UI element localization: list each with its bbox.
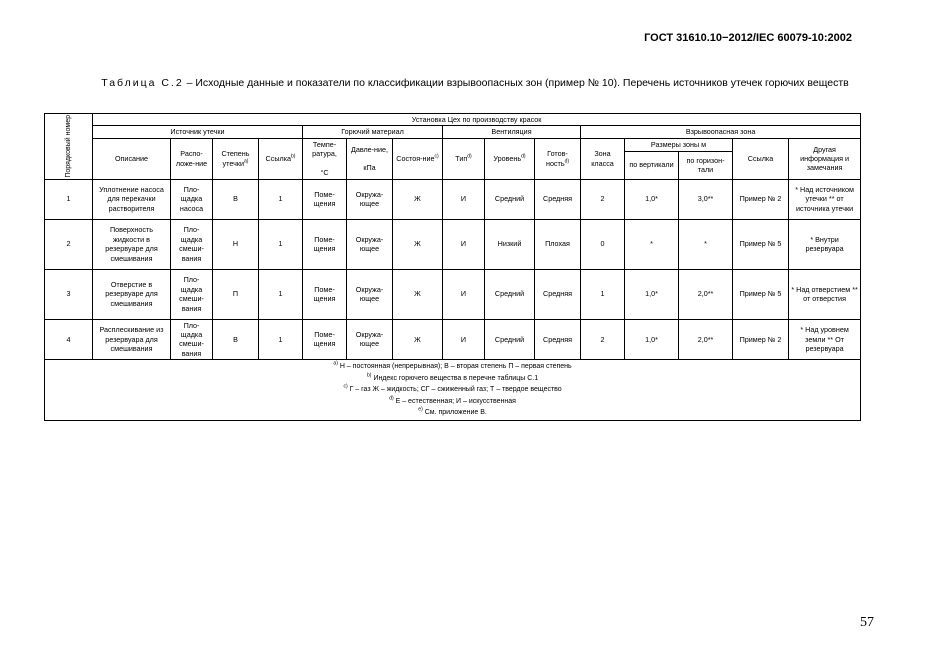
- row-degree: В: [213, 319, 259, 360]
- row-description: Поверхность жидкости в резервуаре для смешивания: [93, 219, 171, 269]
- col-other-info: Другая информация и замечания: [789, 138, 861, 179]
- table-row: [45, 269, 861, 319]
- row-temperature: Поме-щения: [303, 269, 347, 319]
- row-zone-class: 0: [581, 219, 625, 269]
- row-degree: Н: [213, 219, 259, 269]
- row-zone-reference: Пример № 2: [733, 179, 789, 219]
- row-vent-type: И: [443, 179, 485, 219]
- table-footnotes: [45, 360, 861, 421]
- row-other-info: * Над источником утечки ** от источника утечки: [789, 179, 861, 219]
- row-state: Ж: [393, 269, 443, 319]
- row-reference: 1: [259, 269, 303, 319]
- col-pressure: Давле-ние, кПа: [347, 138, 393, 179]
- col-degree: Степень утечки$^{а)}$: [213, 138, 259, 179]
- row-horizontal: *: [679, 219, 733, 269]
- col-zone-sizes: Размеры зоны м: [625, 138, 733, 151]
- footnote-b: $^{b)}$ Индекс горючего вещества в перечне таблицы С.1: [367, 372, 539, 382]
- row-horizontal: 2,0**: [679, 319, 733, 360]
- row-number: 3: [45, 269, 93, 319]
- col-horizontal: по горизон-тали: [679, 151, 733, 179]
- row-vent-readiness: Средняя: [535, 319, 581, 360]
- row-description: Расплескивание из резервуара для смешивания: [93, 319, 171, 360]
- row-number: 1: [45, 179, 93, 219]
- row-pressure: Окружа-ющее: [347, 319, 393, 360]
- document-header: ГОСТ 31610.10−2012/IEC 60079-10:2002: [644, 32, 852, 44]
- row-vent-level: Средний: [485, 179, 535, 219]
- row-location: Пло-щадка смеши-вания: [171, 219, 213, 269]
- row-location: Пло-щадка смеши-вания: [171, 269, 213, 319]
- row-state: Ж: [393, 179, 443, 219]
- row-vent-type: И: [443, 269, 485, 319]
- row-vent-readiness: Средняя: [535, 269, 581, 319]
- row-vent-level: Средний: [485, 269, 535, 319]
- row-location: Пло-щадка смеши-вания: [171, 319, 213, 360]
- row-temperature: Поме-щения: [303, 219, 347, 269]
- zone-group-header: Взрывоопасная зона: [581, 126, 861, 138]
- header-row-1: [45, 114, 861, 126]
- row-temperature: Поме-щения: [303, 319, 347, 360]
- row-state: Ж: [393, 319, 443, 360]
- row-reference: 1: [259, 319, 303, 360]
- table-row: [45, 179, 861, 219]
- footnote-c: $^{c)}$ Г – газ Ж – жидкость; СГ – сжиженный газ; Т – твердое вещество: [343, 383, 562, 394]
- col-vent-type: Тип$^{d)}$: [443, 138, 485, 179]
- row-pressure: Окружа-ющее: [347, 179, 393, 219]
- table-caption-text: – Исходные данные и показатели по классификации взрывоопасных зон (пример № 10). Перечень источников утечек горючих веществ: [183, 77, 849, 89]
- col-state: Состоя-ние$^{c)}$: [393, 138, 443, 179]
- row-degree: В: [213, 179, 259, 219]
- row-number: 2: [45, 219, 93, 269]
- row-temperature: Поме-щения: [303, 179, 347, 219]
- col-description: Описание: [93, 138, 171, 179]
- ventilation-group-header: Вентиляция: [443, 126, 581, 138]
- row-other-info: * Над уровнем земли ** От резервуара: [789, 319, 861, 360]
- row-zone-reference: Пример № 2: [733, 319, 789, 360]
- row-description: Отверстие в резервуаре для смешивания: [93, 269, 171, 319]
- row-vent-level: Низкий: [485, 219, 535, 269]
- row-horizontal: 3,0**: [679, 179, 733, 219]
- page-number: 57: [860, 615, 874, 630]
- col-vertical: по вертикали: [625, 151, 679, 179]
- table-row: [45, 319, 861, 360]
- row-vent-readiness: Средняя: [535, 179, 581, 219]
- row-zone-class: 2: [581, 179, 625, 219]
- row-vertical: 1,0*: [625, 179, 679, 219]
- table-row: [45, 219, 861, 269]
- row-description: Уплотнение насоса для перекачки растворителя: [93, 179, 171, 219]
- row-degree: П: [213, 269, 259, 319]
- footnote-e: $^{e)}$ См. приложение В.: [418, 406, 487, 417]
- footnote-d: $^{d)}$ Е – естественная; И – искусственная: [389, 395, 516, 405]
- installation-header: Установка Цех по производству красок: [93, 114, 861, 126]
- row-other-info: * Над отверстием ** от отверстия: [789, 269, 861, 319]
- col-vent-level: Уровень$^{d)}$: [485, 138, 535, 179]
- header-row-3: [45, 138, 861, 151]
- table-caption-label: Таблица С.2: [101, 77, 184, 89]
- row-state: Ж: [393, 219, 443, 269]
- row-pressure: Окружа-ющее: [347, 219, 393, 269]
- row-vent-readiness: Плохая: [535, 219, 581, 269]
- row-zone-class: 1: [581, 269, 625, 319]
- row-location: Пло-щадка насоса: [171, 179, 213, 219]
- col-temperature: Темпе-ратура, °C: [303, 138, 347, 179]
- col-reference: Ссылка$^{b)}$: [259, 138, 303, 179]
- row-pressure: Окружа-ющее: [347, 269, 393, 319]
- row-vent-type: И: [443, 319, 485, 360]
- table-caption: [80, 76, 870, 90]
- row-vertical: 1,0*: [625, 269, 679, 319]
- footnote-a: $^{a)}$ Н – постоянная (непрерывная); В – вторая степень П – первая степень: [333, 360, 572, 371]
- source-group-header: Источник утечки: [93, 126, 303, 138]
- row-reference: 1: [259, 219, 303, 269]
- number-column-header: [45, 114, 93, 180]
- row-other-info: * Внутри резервуара: [789, 219, 861, 269]
- material-group-header: Горючий материал: [303, 126, 443, 138]
- footnotes-row: [45, 360, 861, 421]
- row-vent-type: И: [443, 219, 485, 269]
- row-zone-reference: Пример № 5: [733, 269, 789, 319]
- header-row-2: [45, 126, 861, 138]
- row-number: 4: [45, 319, 93, 360]
- row-horizontal: 2,0**: [679, 269, 733, 319]
- row-vertical: *: [625, 219, 679, 269]
- row-vent-level: Средний: [485, 319, 535, 360]
- row-zone-reference: Пример № 5: [733, 219, 789, 269]
- number-header-text: Порядковый номер: [65, 115, 72, 178]
- row-reference: 1: [259, 179, 303, 219]
- col-vent-readiness: Готов-ность$^{d)}$: [535, 138, 581, 179]
- col-zone-class: Зона класса: [581, 138, 625, 179]
- col-zone-reference: Ссылка: [733, 138, 789, 179]
- classification-table: [44, 113, 861, 421]
- col-location: Распо-ложе-ние: [171, 138, 213, 179]
- row-vertical: 1,0*: [625, 319, 679, 360]
- row-zone-class: 2: [581, 319, 625, 360]
